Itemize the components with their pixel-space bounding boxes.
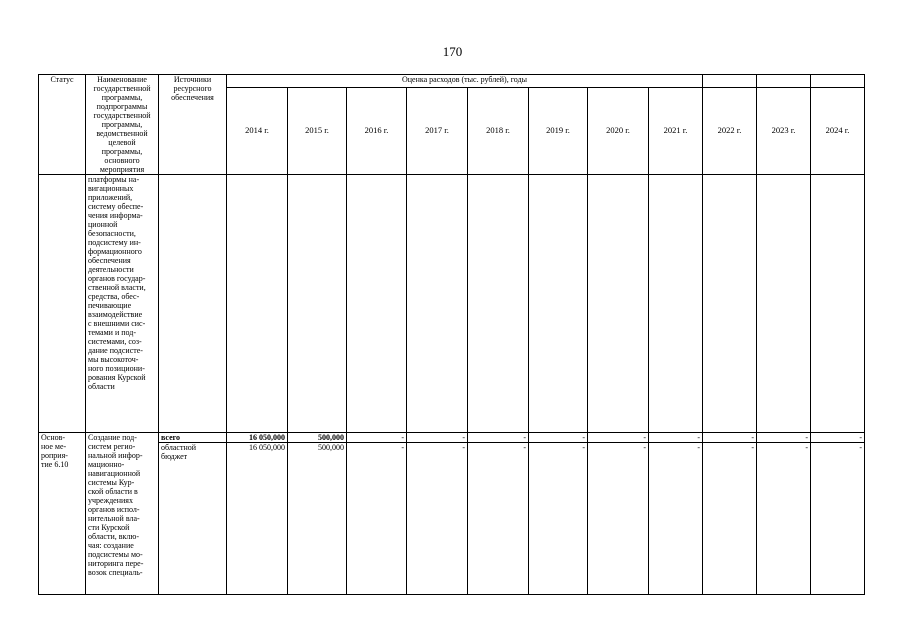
value-cell: - [347,443,407,595]
header-name: Наименование государственной программы, подпрограммы государственной программы, ведомственной целевой программы, основного мероприятия [86,75,159,175]
value-cell: 500,000 [288,443,347,595]
year-header: 2019 г. [529,87,588,175]
year-header: 2017 г. [407,87,468,175]
value-cell: - [811,443,865,595]
continuation-name-cell: платформы на- вигационных приложений, систему обеспе- чения информа- ционной безопасности, подсистему ин- формационного обеспечения деятельности органов государ- ственной власти, средства, обес- печивающие взаимодействие с внешними сис- темами и под- системами, соз- дание подсисте- мы высокоточ- ного позициони- рования Курской области [86,175,159,433]
value-cell [347,175,407,433]
value-cell: 500,000 [288,433,347,443]
value-cell: - [407,443,468,595]
header-empty-cell [757,75,811,88]
value-cell [288,175,347,433]
value-cell: - [703,443,757,595]
page-number: 170 [442,44,463,59]
status-cell [39,175,86,433]
year-header: 2018 г. [468,87,529,175]
value-cell: - [529,443,588,595]
source-total-cell: всего [159,433,227,443]
value-cell: - [468,433,529,443]
value-cell [529,175,588,433]
value-cell: 16 050,000 [227,443,288,595]
value-cell [703,175,757,433]
year-header: 2015 г. [288,87,347,175]
measure-name-cell: Создание под- систем регио- нальной инфор- мационно- навигационной системы Кур- ской области в учреждениях органов испол- нительной вла- сти Курской области, вклю- чая: создание подсистемы мо- ниторинга пере- возок специаль- [86,433,159,595]
year-header: 2022 г. [703,87,757,175]
value-cell: - [588,443,649,595]
value-cell: - [757,433,811,443]
value-cell [649,175,703,433]
measure-status-cell: Основ- ное ме- роприя- тие 6.10 [39,433,86,595]
value-cell [757,175,811,433]
header-empty-cell [703,75,757,88]
value-cell: - [649,433,703,443]
source-cell [159,175,227,433]
budget-table [38,74,865,595]
header-estimate: Оценка расходов (тыс. рублей), годы [227,75,703,88]
year-header: 2024 г. [811,87,865,175]
value-cell [811,175,865,433]
table-row [39,175,865,433]
value-cell: 16 050,000 [227,433,288,443]
value-cell [407,175,468,433]
source-regional-budget-cell: областной бюджет [159,443,227,595]
value-cell: - [811,433,865,443]
value-cell [468,175,529,433]
value-cell [227,175,288,433]
value-cell: - [347,433,407,443]
value-cell: - [703,433,757,443]
header-empty-cell [811,75,865,88]
value-cell: - [757,443,811,595]
value-cell: - [588,433,649,443]
year-header: 2021 г. [649,87,703,175]
year-header: 2020 г. [588,87,649,175]
value-cell [588,175,649,433]
value-cell: - [529,433,588,443]
header-source: Источники ресурсного обеспечения [159,75,227,175]
year-header: 2016 г. [347,87,407,175]
value-cell: - [468,443,529,595]
table-row [39,443,865,595]
year-header: 2014 г. [227,87,288,175]
header-status: Статус [39,75,86,175]
year-header: 2023 г. [757,87,811,175]
value-cell: - [407,433,468,443]
value-cell: - [649,443,703,595]
table-row [39,433,865,443]
